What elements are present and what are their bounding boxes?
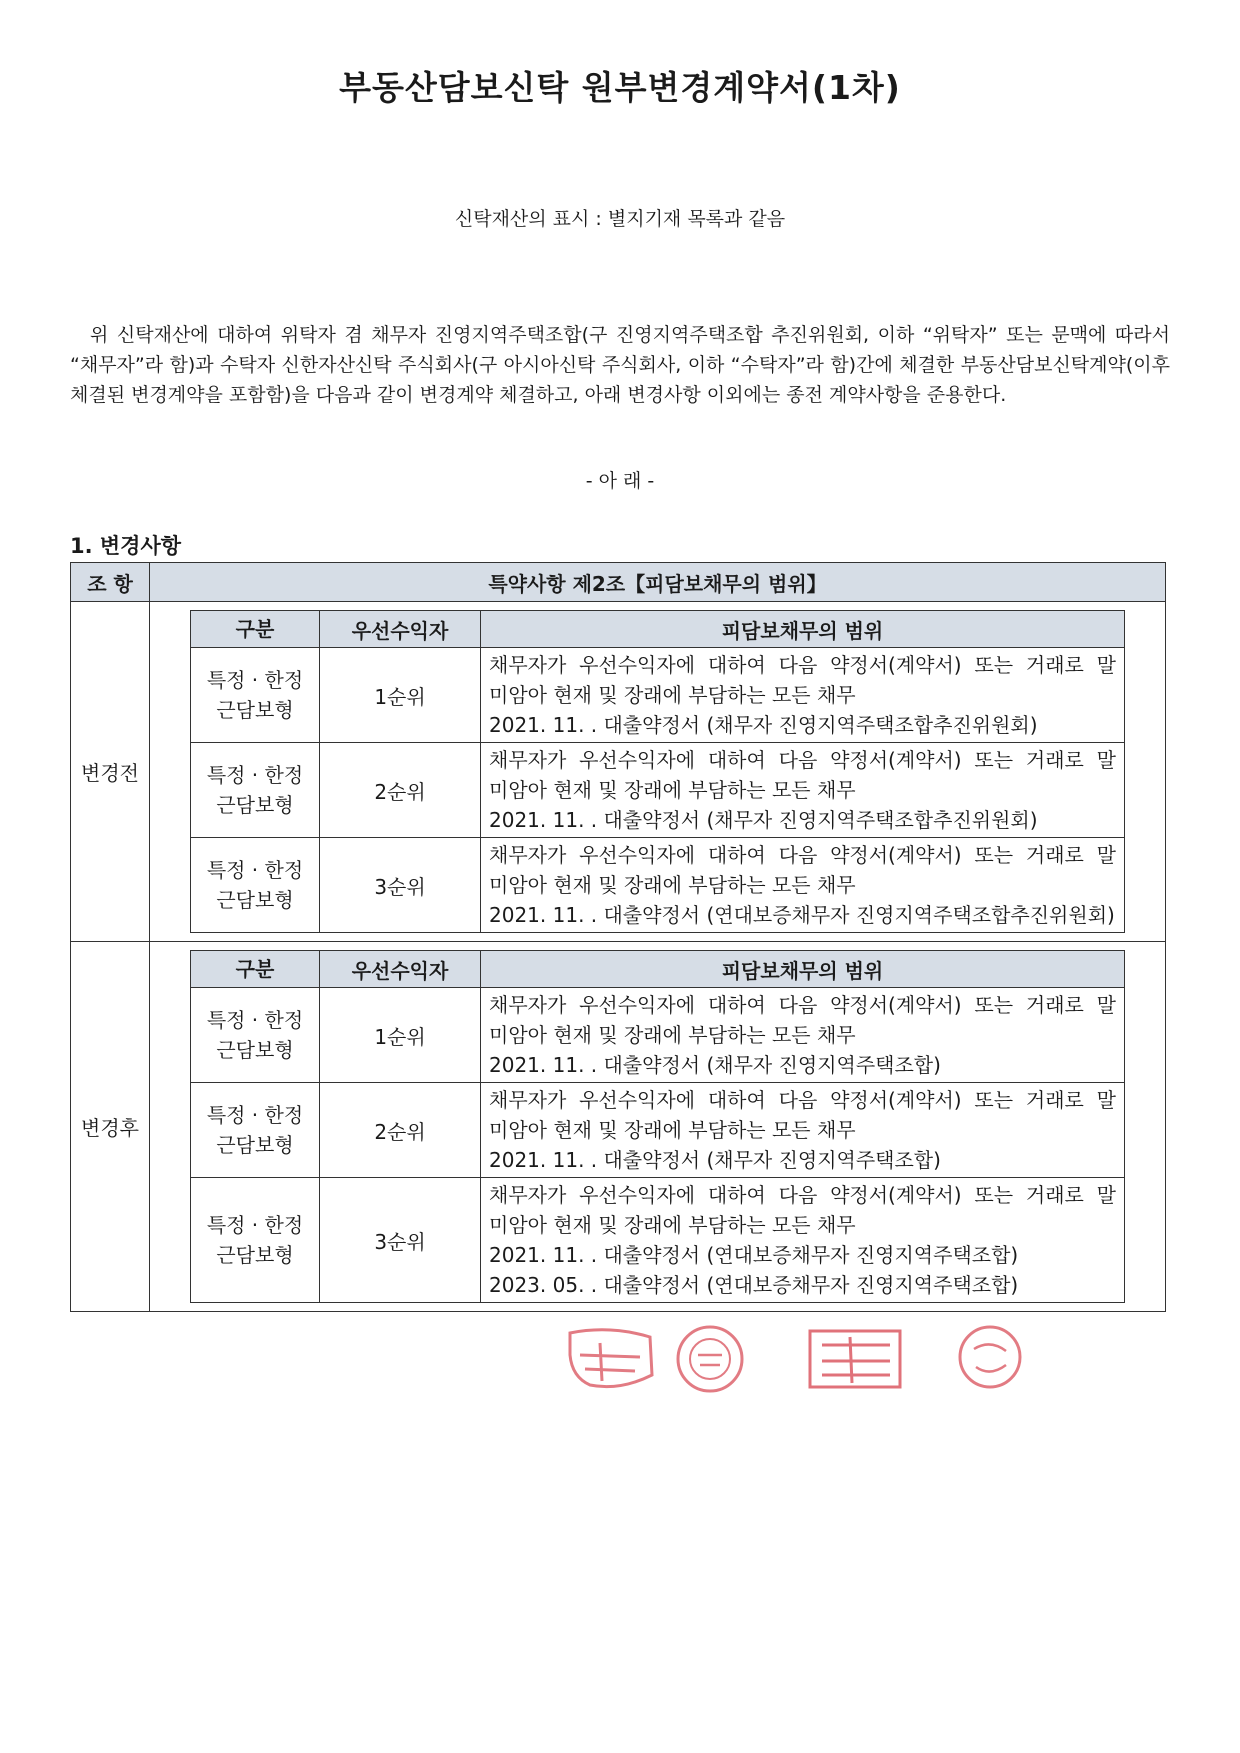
table-row: [191, 1178, 1125, 1303]
outer-header-row: [71, 563, 1166, 602]
priority-cell: 2순위: [320, 743, 481, 838]
priority-cell: 1순위: [320, 648, 481, 743]
after-label: 변경후: [71, 942, 150, 1312]
scope-cell: [481, 1178, 1125, 1303]
inner-header-row: [191, 951, 1125, 988]
priority-cell: 3순위: [320, 838, 481, 933]
type-line: 근담보형: [216, 793, 294, 817]
scope-column-header: 피담보채무의 범위: [481, 611, 1125, 648]
scope-line: 2021. 11. . 대출약정서 (채무자 진영지역주택조합): [489, 1148, 941, 1172]
scope-line: 채무자가 우선수익자에 대하여 다음 약정서(계약서) 또는 거래로 말: [489, 653, 1116, 677]
priority-cell: 2순위: [320, 1083, 481, 1178]
type-line: 근담보형: [216, 888, 294, 912]
scope-column-header: 피담보채무의 범위: [481, 951, 1125, 988]
scope-line: 채무자가 우선수익자에 대하여 다음 약정서(계약서) 또는 거래로 말: [489, 993, 1116, 1017]
type-line: 특정 · 한정: [206, 1213, 304, 1237]
seal-stamp: [810, 1331, 900, 1387]
after-inner-table: [190, 950, 1125, 1303]
inner-header-row: [191, 611, 1125, 648]
clause-title-header: 특약사항 제2조【피담보채무의 범위】: [150, 563, 1166, 602]
scope-line: 미암아 현재 및 장래에 부담하는 모든 채무: [489, 873, 856, 897]
table-row: [191, 838, 1125, 933]
table-row: [191, 1083, 1125, 1178]
priority-column-header: 우선수익자: [320, 951, 481, 988]
table-row: [191, 648, 1125, 743]
type-line: 근담보형: [216, 1133, 294, 1157]
scope-line: 2021. 11. . 대출약정서 (연대보증채무자 진영지역주택조합추진위원회): [489, 903, 1115, 927]
preamble-paragraph: 위 신탁재산에 대하여 위탁자 겸 채무자 진영지역주택조합(구 진영지역주택조합 추진위원회, 이하 “위탁자” 또는 문맥에 따라서 “채무자”라 함)과 수탁자 신한자산신탁 주식회사(구 아시아신탁 주식회사, 이하 “수탁자”라 함)간에 체결한 부동산담보신탁계약(이후 체결된 변경계약을 포함함)을 다음과 같이 변경계약 체결하고, 아래 변경사항 이외에는 종전 계약사항을 준용한다.: [70, 324, 1170, 406]
amendment-table: [70, 562, 1166, 1312]
scope-line: 미암아 현재 및 장래에 부담하는 모든 채무: [489, 778, 856, 802]
type-line: 근담보형: [216, 1243, 294, 1267]
type-line: 근담보형: [216, 698, 294, 722]
scope-cell: [481, 1083, 1125, 1178]
scope-cell: [481, 988, 1125, 1083]
type-line: 특정 · 한정: [206, 763, 304, 787]
scope-cell: [481, 838, 1125, 933]
scope-line: 2021. 11. . 대출약정서 (채무자 진영지역주택조합): [489, 1053, 941, 1077]
before-section: [71, 602, 1166, 942]
before-inner-table: [190, 610, 1125, 933]
scope-line: 미암아 현재 및 장래에 부담하는 모든 채무: [489, 1213, 856, 1237]
scope-line: 미암아 현재 및 장래에 부담하는 모든 채무: [489, 1118, 856, 1142]
priority-cell: 1순위: [320, 988, 481, 1083]
type-column-header: 구분: [191, 951, 320, 988]
type-line: 특정 · 한정: [206, 668, 304, 692]
seal-stamp: [570, 1330, 652, 1387]
scope-line: 채무자가 우선수익자에 대하여 다음 약정서(계약서) 또는 거래로 말: [489, 748, 1116, 772]
scope-line: 2021. 11. . 대출약정서 (채무자 진영지역주택조합추진위원회): [489, 713, 1038, 737]
type-line: 근담보형: [216, 1038, 294, 1062]
seal-stamp: [678, 1327, 742, 1391]
trust-property-line: 신탁재산의 표시 : 별지기재 목록과 같음: [454, 208, 786, 230]
scope-line: 채무자가 우선수익자에 대하여 다음 약정서(계약서) 또는 거래로 말: [489, 843, 1116, 867]
seal-stamp: [960, 1327, 1020, 1387]
type-line: 특정 · 한정: [206, 858, 304, 882]
seal-stamps: [560, 1325, 1080, 1395]
priority-column-header: 우선수익자: [320, 611, 481, 648]
scope-line: 2021. 11. . 대출약정서 (채무자 진영지역주택조합추진위원회): [489, 808, 1038, 832]
article-header: 조 항: [71, 563, 150, 602]
below-marker: - 아 래 -: [585, 470, 655, 492]
document-title: 부동산담보신탁 원부변경계약서(1차): [339, 68, 901, 107]
scope-line: 채무자가 우선수익자에 대하여 다음 약정서(계약서) 또는 거래로 말: [489, 1183, 1116, 1207]
scope-cell: [481, 743, 1125, 838]
after-section: [71, 942, 1166, 1312]
table-row: [191, 743, 1125, 838]
scope-line: 2023. 05. . 대출약정서 (연대보증채무자 진영지역주택조합): [489, 1273, 1019, 1297]
scope-line: 채무자가 우선수익자에 대하여 다음 약정서(계약서) 또는 거래로 말: [489, 1088, 1116, 1112]
scope-line: 미암아 현재 및 장래에 부담하는 모든 채무: [489, 1023, 856, 1047]
type-line: 특정 · 한정: [206, 1103, 304, 1127]
type-column-header: 구분: [191, 611, 320, 648]
table-row: [191, 988, 1125, 1083]
priority-cell: 3순위: [320, 1178, 481, 1303]
scope-line: 미암아 현재 및 장래에 부담하는 모든 채무: [489, 683, 856, 707]
scope-cell: [481, 648, 1125, 743]
scope-line: 2021. 11. . 대출약정서 (연대보증채무자 진영지역주택조합): [489, 1243, 1019, 1267]
section-heading: 1. 변경사항: [70, 534, 182, 558]
before-label: 변경전: [71, 602, 150, 942]
type-line: 특정 · 한정: [206, 1008, 304, 1032]
